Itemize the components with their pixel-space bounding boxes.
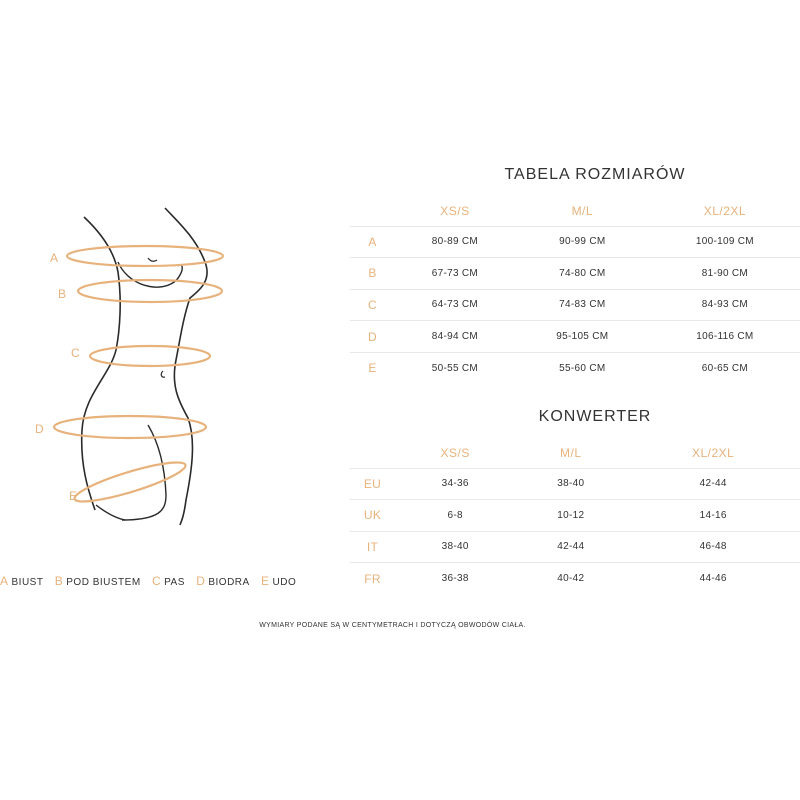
table-cell: 90-99 CM [515, 226, 650, 258]
table-cell: 42-44 [626, 468, 800, 500]
table-cell: 81-90 CM [650, 258, 800, 290]
column-header: XS/S [440, 445, 470, 460]
row-key: B [350, 258, 395, 290]
table-cell: 64-73 CM [395, 289, 515, 321]
row-key: UK [350, 500, 395, 532]
table-cell: 84-93 CM [650, 289, 800, 321]
table-cell: 74-80 CM [515, 258, 650, 290]
row-key: EU [350, 468, 395, 500]
legend-item: E UDO [260, 574, 297, 588]
table-cell: 74-83 CM [515, 289, 650, 321]
table-cell: 42-44 [515, 531, 626, 563]
table-row [350, 352, 800, 384]
table-cell: 34-36 [395, 468, 515, 500]
table-row [350, 531, 800, 563]
column-header: XS/S [440, 203, 470, 218]
table-header-row [350, 196, 800, 226]
table-row [350, 226, 800, 258]
converter-table [350, 438, 800, 594]
table-cell: 50-55 CM [395, 352, 515, 384]
table-row [350, 321, 800, 353]
table-cell: 60-65 CM [650, 352, 800, 384]
table-cell: 100-109 CM [650, 226, 800, 258]
table-row [350, 500, 800, 532]
table-cell: 84-94 CM [395, 321, 515, 353]
table-cell: 38-40 [395, 531, 515, 563]
legend-item: C PAS [151, 574, 185, 588]
table-cell: 55-60 CM [515, 352, 650, 384]
table-cell: 80-89 CM [395, 226, 515, 258]
table-cell: 40-42 [515, 563, 626, 595]
measure-label-d: D [35, 422, 44, 436]
table-row [350, 468, 800, 500]
measure-label-e: E [69, 489, 78, 503]
table-row [350, 289, 800, 321]
table-cell: 44-46 [626, 563, 800, 595]
column-header: M/L [571, 203, 594, 218]
row-key: A [350, 226, 395, 258]
measurement-legend [0, 574, 340, 588]
row-key: E [350, 352, 395, 384]
table-cell: 10-12 [515, 500, 626, 532]
row-key: D [350, 321, 395, 353]
legend-item: D BIODRA [196, 574, 250, 588]
footnote: WYMIARY PODANE SĄ W CENTYMETRACH I DOTYCZĄ OBWODÓW CIAŁA. [259, 622, 526, 629]
measure-label-c: C [71, 346, 80, 360]
measure-label-a: A [50, 251, 59, 265]
column-header: XL/2XL [703, 203, 747, 218]
measure-label-b: B [58, 287, 67, 301]
row-key: IT [350, 531, 395, 563]
table-cell: 14-16 [626, 500, 800, 532]
body-silhouette-icon [0, 190, 330, 530]
table-cell: 67-73 CM [395, 258, 515, 290]
converter-title: KONWERTER [538, 408, 652, 425]
column-header: M/L [560, 445, 582, 460]
table-cell: 46-48 [626, 531, 800, 563]
table-cell: 38-40 [515, 468, 626, 500]
table-row [350, 563, 800, 595]
body-measurement-figure [0, 190, 330, 530]
size-table-title: TABELA ROZMIARÓW [504, 166, 686, 183]
table-cell: 36-38 [395, 563, 515, 595]
column-header: XL/2XL [691, 445, 735, 460]
row-key: C [350, 289, 395, 321]
size-table [350, 196, 800, 384]
table-cell: 6-8 [395, 500, 515, 532]
legend-item: B POD BIUSTEM [54, 574, 141, 588]
table-cell: 95-105 CM [515, 321, 650, 353]
table-cell: 106-116 CM [650, 321, 800, 353]
legend-item: A BIUST [0, 574, 44, 588]
table-header-row [350, 438, 800, 468]
row-key: FR [350, 563, 395, 595]
table-row [350, 258, 800, 290]
